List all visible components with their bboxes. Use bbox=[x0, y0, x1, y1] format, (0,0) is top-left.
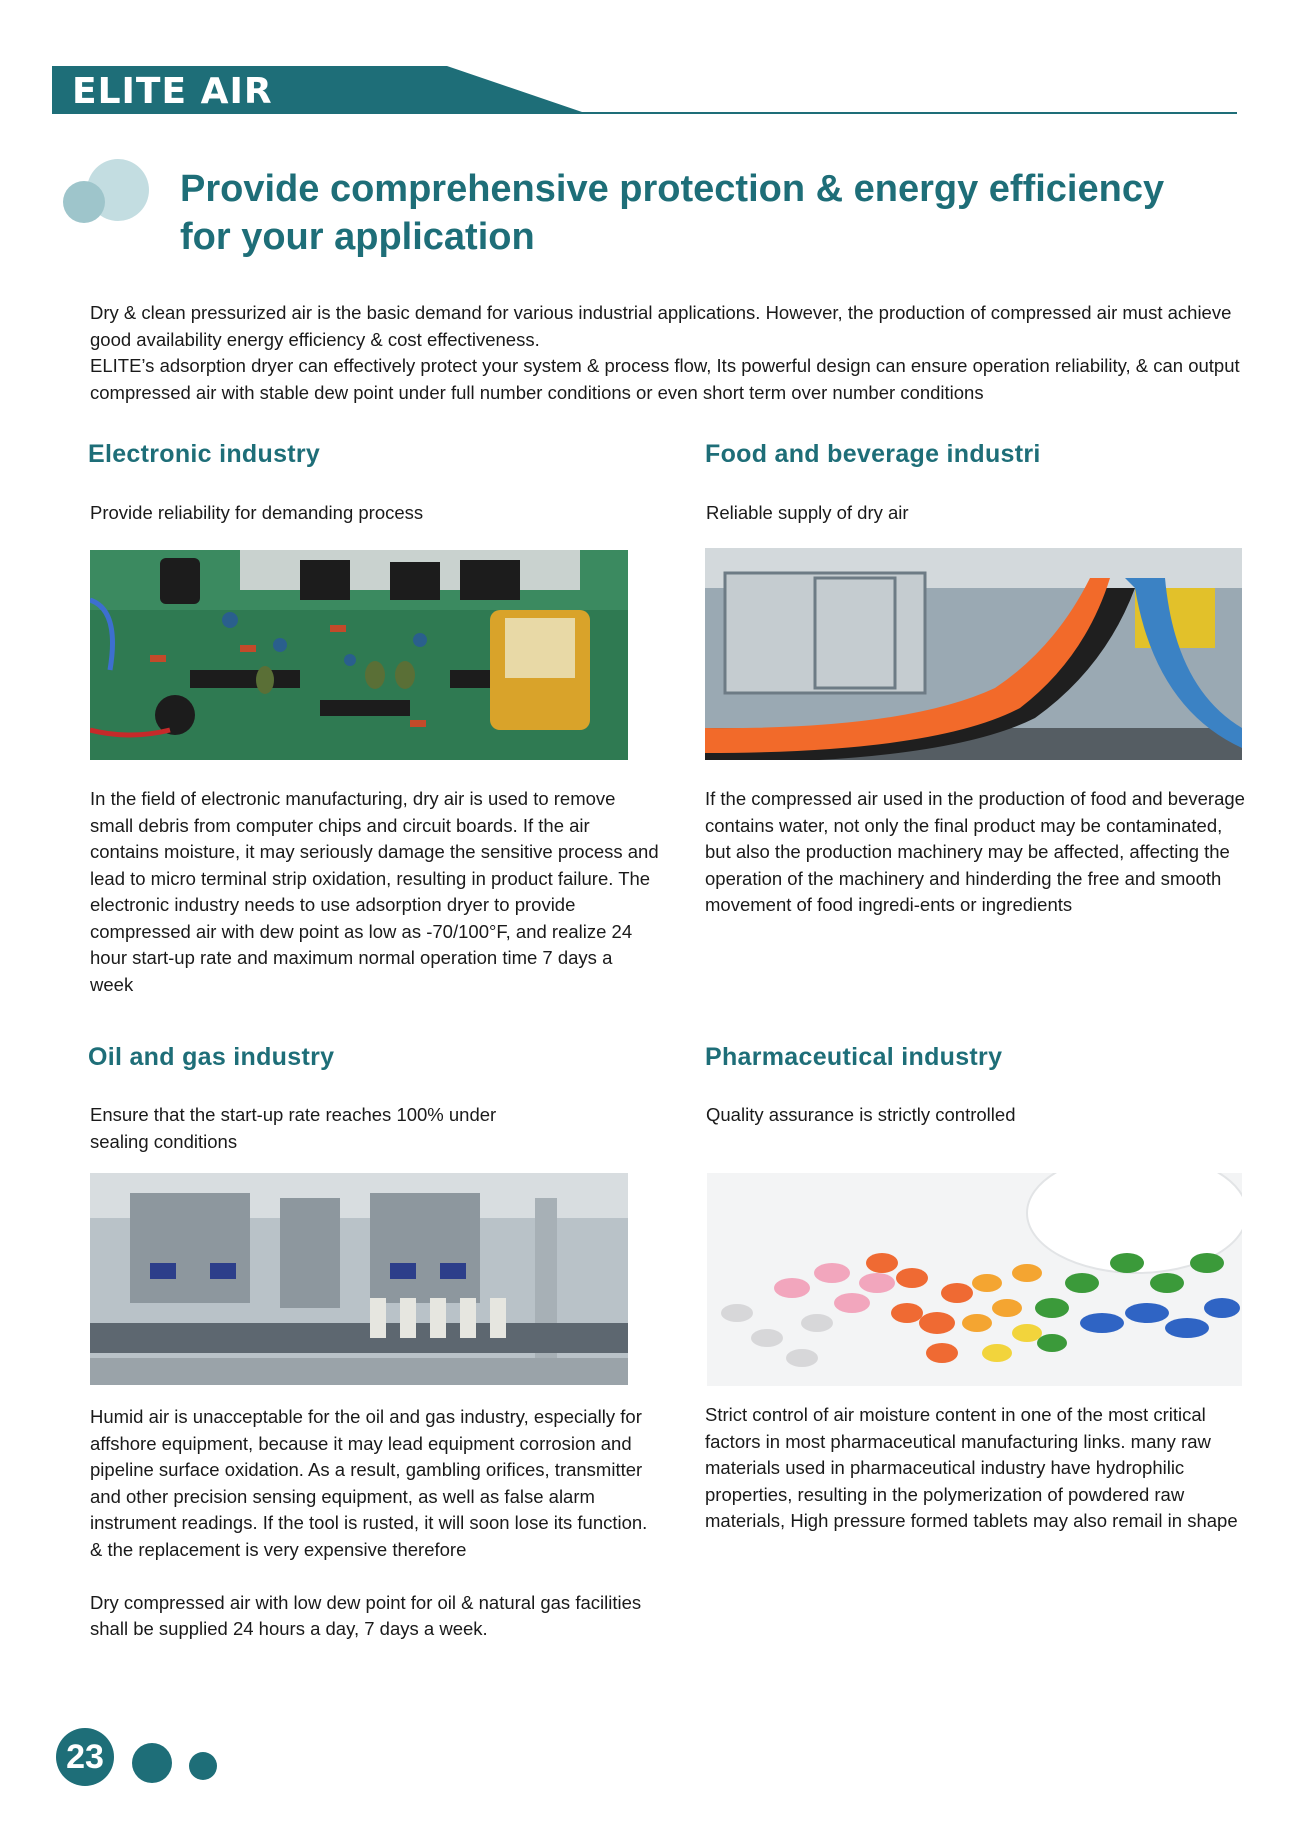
circuit-board-photo bbox=[90, 550, 628, 760]
section-oil-body bbox=[90, 1404, 650, 1643]
section-oil-body-text: Humid air is unacceptable for the oil and gas industry, especially for affshore equipment, because it may lead equipment corrosion and pipeline surface oxidation. As a result, gambling orifices, transmitter and other precision sensing equipment, as well as false alarm instrument readings. If the tool is rusted, it will soon lose its function. & the replacement is very expensive therefore bbox=[90, 1406, 648, 1560]
footer-dot-small-icon bbox=[189, 1752, 217, 1780]
section-food-body-text: If the compressed air used in the production of food and beverage contains water, not only the final product may be contaminated, but also the production machinery may be affected, affecting the operation of the machinery and hinderding the free and smooth movement of food ingredi-ents or ingredients bbox=[705, 788, 1245, 915]
section-electronic-heading: Electronic industry bbox=[88, 440, 321, 468]
intro-paragraph-2: ELITE’s adsorption dryer can effectively protect your system & process flow, Its powerful design can ensure operation reliability, & can output compressed air with stable dew point under full number conditions or even short term over number conditions bbox=[90, 355, 1240, 403]
section-pharma-body-text: Strict control of air moisture content in one of the most critical factors in most pharmaceutical manufacturing links. many raw materials used in pharmaceutical industry have hydrophilic properties, resulting in the polymerization of powdered raw materials, High pressure formed tablets may also remail in shape bbox=[705, 1404, 1238, 1531]
page-number: 23 bbox=[56, 1728, 114, 1786]
section-pharma-body bbox=[705, 1402, 1265, 1535]
section-food-heading-wrap bbox=[705, 440, 1265, 469]
section-pharma-heading: Pharmaceutical industry bbox=[705, 1043, 1003, 1071]
intro-text bbox=[90, 300, 1240, 406]
page-title-line-2: for your application bbox=[180, 216, 535, 258]
section-electronic-body bbox=[90, 786, 660, 998]
section-oil-subtitle: Ensure that the start-up rate reaches 100% under sealing conditions bbox=[90, 1104, 497, 1152]
industrial-machinery-photo bbox=[90, 1173, 628, 1385]
section-oil-heading: Oil and gas industry bbox=[88, 1043, 335, 1071]
footer-dot-large-icon bbox=[132, 1743, 172, 1783]
section-electronic-body-text: In the field of electronic manufacturing, dry air is used to remove small debris from computer chips and circuit boards. If the air contains moisture, it may seriously damage the sensitive process and lead to micro terminal strip oxidation, resulting in product failure. The electronic industry needs to use adsorption dryer to provide compressed air with dew point as low as -70/100°F, and realize 24 hour start-up rate and maximum normal operation time 7 days a week bbox=[90, 788, 659, 995]
page-title bbox=[180, 165, 1240, 261]
title-bubbles-icon bbox=[62, 158, 158, 228]
section-oil-body-text-2: Dry compressed air with low dew point for oil & natural gas facilities shall be supplied 24 hours a day, 7 days a week. bbox=[90, 1591, 642, 1639]
section-pharma-subtitle: Quality assurance is strictly controlled bbox=[706, 1104, 1016, 1125]
section-pharma-heading-wrap bbox=[705, 1043, 1265, 1072]
bottling-conveyor-photo bbox=[705, 548, 1242, 760]
section-electronic-subtitle: Provide reliability for demanding process bbox=[90, 502, 424, 523]
section-electronic-heading-wrap bbox=[88, 440, 648, 469]
intro-paragraph-1: Dry & clean pressurized air is the basic demand for various industrial applications. However, the production of compressed air must achieve good availability energy efficiency & cost effectiveness. bbox=[90, 302, 1232, 350]
header-band bbox=[52, 66, 1237, 116]
tablets-photo bbox=[707, 1173, 1242, 1386]
section-food-body bbox=[705, 786, 1250, 919]
brand-logo: ELITE AIR bbox=[72, 71, 273, 112]
page-title-line-1: Provide comprehensive protection & energy efficiency bbox=[180, 168, 1165, 210]
section-oil-heading-wrap bbox=[88, 1043, 648, 1072]
section-food-heading: Food and beverage industri bbox=[705, 440, 1041, 468]
section-food-subtitle: Reliable supply of dry air bbox=[706, 502, 909, 523]
